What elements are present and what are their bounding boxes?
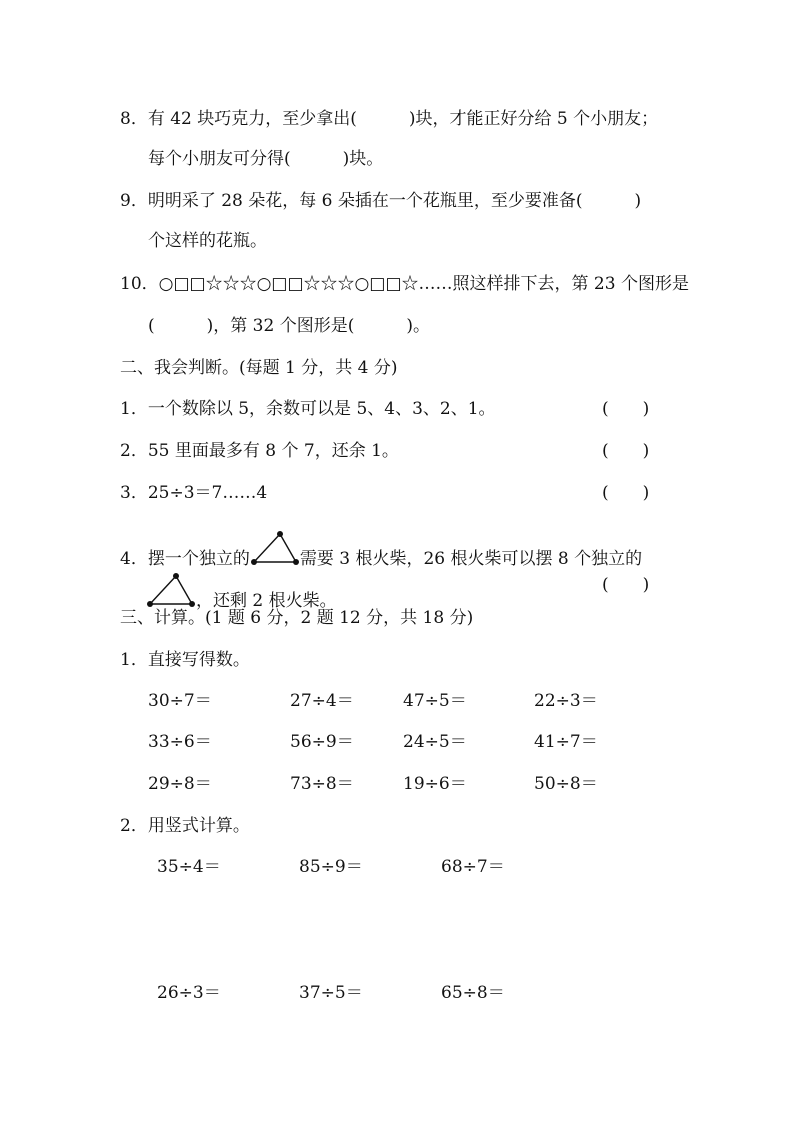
- judge-answer-3[interactable]: ( ): [602, 483, 650, 503]
- vertical-calc-heading: 2．用竖式计算。: [120, 816, 250, 836]
- vertical-calc-expr: 68÷7＝: [441, 857, 505, 877]
- judge-item-1: 1．一个数除以 5，余数可以是 5、4、3、2、1。: [120, 399, 496, 419]
- direct-calc-expr: 22÷3＝: [534, 691, 598, 711]
- q8-text-c: 每个小朋友可分得(: [148, 149, 291, 169]
- vertical-calc-expr: 65÷8＝: [441, 983, 505, 1003]
- judge-item-4-line-1: [120, 530, 642, 570]
- direct-calc-expr: 50÷8＝: [534, 774, 598, 794]
- q8-text-a: 8．有 42 块巧克力，至少拿出(: [120, 109, 357, 129]
- direct-calc-expr: 27÷4＝: [290, 691, 354, 711]
- direct-calc-expr: 41÷7＝: [534, 732, 598, 752]
- matchstick-triangle-icon: [146, 572, 196, 612]
- q8-text-b: )块，才能正好分给 5 个小朋友；: [408, 109, 659, 129]
- direct-calc-expr: 29÷8＝: [148, 774, 212, 794]
- judge-item-3: 3．25÷3＝7……4: [120, 483, 268, 503]
- direct-calc-expr: 19÷6＝: [403, 774, 467, 794]
- direct-calc-heading: 1．直接写得数。: [120, 650, 250, 670]
- judge-answer-4[interactable]: ( ): [602, 575, 650, 595]
- vertical-calc-expr: 85÷9＝: [299, 857, 363, 877]
- judge-item-4-text-c: ，还剩 2 根火柴。: [196, 591, 337, 611]
- direct-calc-expr: 33÷6＝: [148, 732, 212, 752]
- direct-calc-expr: 47÷5＝: [403, 691, 467, 711]
- vertical-calc-expr: 26÷3＝: [157, 983, 221, 1003]
- q10-text-b: )，第 32 个图形是(: [206, 316, 355, 336]
- judge-answer-1[interactable]: ( ): [602, 399, 650, 419]
- judge-item-4-line-2: [146, 572, 337, 612]
- q9-text-a: 9．明明采了 28 朵花，每 6 朵插在一个花瓶里，至少要准备(: [120, 191, 583, 211]
- q10-text-a: (: [148, 316, 155, 336]
- question-9-line-2: 个这样的花瓶。: [148, 231, 267, 251]
- matchstick-triangle-icon: [250, 530, 300, 570]
- question-8-line-2: [148, 148, 383, 170]
- section-2-title: 二、我会判断。(每题 1 分，共 4 分): [120, 358, 398, 378]
- direct-calc-expr: 24÷5＝: [403, 732, 467, 752]
- q9-text-b: ): [634, 191, 642, 211]
- judge-item-4-text-a: 4．摆一个独立的: [120, 549, 250, 569]
- question-10-line-1: 10．○□□☆☆☆○□□☆☆☆○□□☆……照这样排下去，第 23 个图形是: [120, 274, 689, 294]
- q10-text-c: )。: [406, 316, 430, 336]
- judge-item-2: 2．55 里面最多有 8 个 7，还余 1。: [120, 441, 399, 461]
- question-8-line-1: [120, 108, 658, 130]
- direct-calc-expr: 30÷7＝: [148, 691, 212, 711]
- vertical-calc-expr: 37÷5＝: [299, 983, 363, 1003]
- q8-text-d: )块。: [342, 149, 384, 169]
- judge-answer-2[interactable]: ( ): [602, 441, 650, 461]
- question-10-line-2: [148, 315, 430, 337]
- question-9-line-1: [120, 190, 641, 212]
- vertical-calc-expr: 35÷4＝: [157, 857, 221, 877]
- section-3-title: 三、计算。(1 题 6 分，2 题 12 分，共 18 分): [120, 608, 474, 628]
- judge-item-4-text-b: 需要 3 根火柴，26 根火柴可以摆 8 个独立的: [299, 549, 643, 569]
- direct-calc-expr: 73÷8＝: [290, 774, 354, 794]
- direct-calc-expr: 56÷9＝: [290, 732, 354, 752]
